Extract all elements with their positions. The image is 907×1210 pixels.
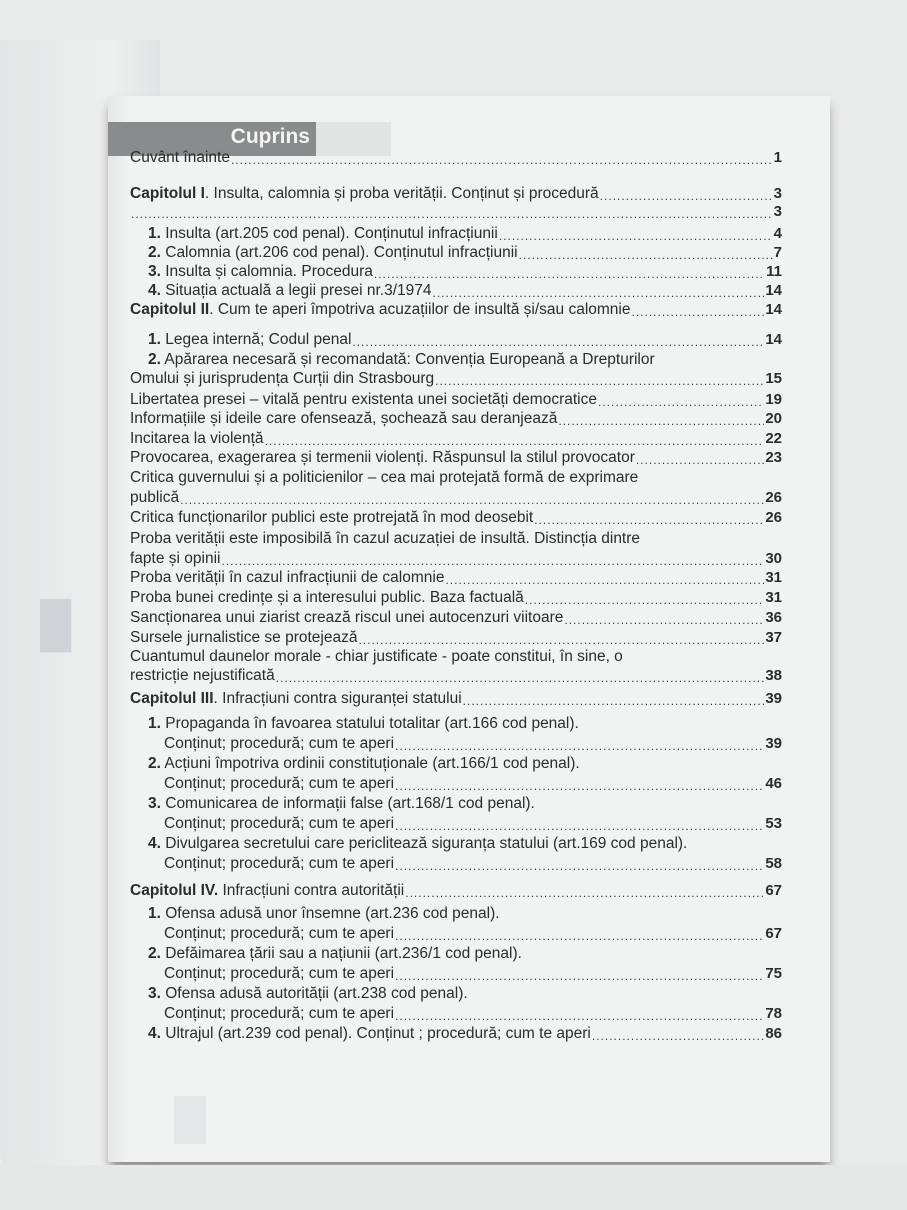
dot-leader [395, 858, 764, 874]
toc-entry-number: Capitolul II [130, 301, 210, 318]
toc-entry[interactable] [130, 300, 782, 320]
toc-entry-title [164, 924, 394, 944]
toc-entry[interactable] [164, 854, 782, 874]
toc-entry-text: Ofensa adusă autorității (art.238 cod penal). [160, 985, 468, 1002]
toc-entry[interactable] [130, 409, 782, 429]
toc-entry-title [148, 794, 535, 814]
toc-page-number: 4 [773, 225, 782, 242]
toc-entry-text: Ofensa adusă unor însemne (art.236 cod penal). [160, 905, 500, 922]
table-of-contents [108, 96, 830, 1162]
toc-entry-title [148, 262, 373, 282]
toc-entry-text: Provocarea, exagerarea și termenii violenți. Răspunsul la stilul provocator [130, 449, 635, 466]
toc-entry-title [164, 734, 394, 754]
toc-entry-title [148, 330, 351, 350]
toc-page-number: 30 [765, 550, 782, 567]
toc-entry-text: Proba verității este imposibilă în cazul acuzației de insultă. Distincția dintre [130, 530, 641, 547]
toc-entry[interactable] [148, 794, 782, 814]
toc-page-number: 20 [765, 410, 782, 427]
toc-entry-number: 1. [148, 905, 161, 922]
dot-leader [131, 206, 773, 222]
toc-entry[interactable] [130, 689, 782, 709]
toc-entry-number: 1. [148, 715, 161, 732]
toc-entry-title [130, 468, 638, 488]
toc-entry-title [148, 1024, 591, 1044]
toc-page-number: 58 [765, 855, 782, 872]
toc-entry[interactable] [130, 588, 782, 608]
toc-page-number: 31 [765, 589, 782, 606]
toc-entry-text: Insulta (art.205 cod penal). Conținutul infracțiunii [160, 225, 498, 242]
dot-leader [395, 778, 764, 794]
toc-entry-text: Libertatea presei – vitală pentru existenta unei societăți democratice [130, 391, 597, 408]
dot-leader [395, 738, 764, 754]
toc-entry[interactable] [130, 666, 782, 686]
toc-entry-title [148, 350, 655, 370]
toc-entry[interactable] [148, 714, 782, 734]
dot-leader [395, 968, 764, 984]
table-surface [0, 1165, 907, 1210]
toc-entry-text: Situația actuală a legii presei nr.3/1974 [160, 282, 432, 299]
toc-entry-text: Informațiile și ideile care ofensează, șochează sau deranjează [130, 410, 558, 427]
toc-entry-title [164, 1004, 394, 1024]
dot-leader [445, 572, 764, 588]
toc-page-number: 86 [765, 1025, 782, 1042]
toc-entry-text: Conținut; procedură; cum te aperi [164, 775, 395, 792]
toc-entry[interactable] [148, 330, 782, 350]
toc-entry-title [148, 904, 500, 924]
toc-entry-number: 1. [148, 225, 161, 242]
toc-page [108, 96, 830, 1162]
toc-entry-title [130, 409, 557, 429]
toc-page-number: 19 [765, 391, 782, 408]
toc-entry[interactable] [148, 224, 782, 244]
toc-entry-text: . Cum te aperi împotriva acuzațiilor de insultă și/sau calomnie [209, 301, 631, 318]
toc-entry-text: Legea internă; Codul penal [160, 331, 352, 348]
toc-entry-title [148, 944, 522, 964]
toc-entry-number: 4. [148, 1025, 161, 1042]
toc-page-number: 14 [765, 301, 782, 318]
toc-entry-text: Divulgarea secretului care periclitează siguranța statului (art.169 cod penal). [160, 835, 688, 852]
toc-entry-text: Propaganda în favoarea statului totalitar (art.166 cod penal). [160, 715, 579, 732]
dot-leader [221, 553, 764, 569]
toc-entry-title [130, 689, 462, 709]
toc-page-number: 26 [765, 489, 782, 506]
toc-page-number: 14 [765, 331, 782, 348]
toc-entry[interactable] [130, 488, 782, 508]
toc-entry-number: Capitolul I [130, 185, 205, 202]
toc-page-number: 67 [765, 882, 782, 899]
toc-entry[interactable] [148, 243, 782, 263]
toc-entry-text: Conținut; procedură; cum te aperi [164, 1005, 395, 1022]
dot-leader [374, 266, 765, 282]
dot-leader [395, 818, 764, 834]
toc-entry-text: Sancționarea unui ziarist crează riscul unei autocenzuri viitoare [130, 609, 564, 626]
toc-entry[interactable] [130, 448, 782, 468]
toc-entry[interactable] [148, 1024, 782, 1044]
toc-entry[interactable] [148, 834, 782, 854]
dot-leader [352, 334, 764, 350]
toc-entry[interactable] [130, 184, 782, 204]
toc-page-number: 37 [765, 629, 782, 646]
toc-entry-text: Apărarea necesară și recomandată: Convenția Europeană a Drepturilor [160, 351, 655, 368]
toc-entry-title [148, 714, 579, 734]
toc-entry-number: 2. [148, 945, 161, 962]
toc-page-number: 38 [765, 667, 782, 684]
toc-entry-title [130, 647, 623, 667]
toc-entry[interactable] [130, 881, 782, 901]
toc-page-number: 53 [765, 815, 782, 832]
toc-entry[interactable] [164, 964, 782, 984]
toc-entry[interactable] [164, 1004, 782, 1024]
toc-entry-text: Conținut; procedură; cum te aperi [164, 925, 395, 942]
dot-leader [519, 247, 773, 263]
toc-entry-title [130, 300, 631, 320]
dot-leader [433, 285, 765, 301]
toc-entry[interactable] [148, 904, 782, 924]
toc-entry-text: Insulta și calomnia. Procedura [160, 263, 373, 280]
dot-leader [636, 452, 764, 468]
toc-entry-number: 3. [148, 985, 161, 1002]
toc-entry-title [130, 184, 599, 204]
toc-entry-number: 4. [148, 835, 161, 852]
toc-entry-text: . Insulta, calomnia și proba verității. Conținut și procedură [204, 185, 599, 202]
dot-leader [558, 413, 764, 429]
toc-entry[interactable] [148, 984, 782, 1004]
toc-entry-title [130, 429, 264, 449]
toc-entry-title [164, 854, 394, 874]
toc-page-number: 1 [773, 149, 782, 166]
toc-entry-number: 4. [148, 282, 161, 299]
toc-entry[interactable] [130, 369, 782, 389]
toc-entry-text: publică [130, 489, 180, 506]
toc-entry-title [130, 148, 230, 168]
toc-entry-number: Capitolul IV. [130, 882, 219, 899]
toc-page-number: 75 [765, 965, 782, 982]
toc-entry[interactable] [164, 814, 782, 834]
toc-entry[interactable] [130, 647, 782, 667]
toc-entry[interactable] [130, 202, 782, 222]
toc-entry-title [130, 666, 275, 686]
toc-entry-title [130, 549, 220, 569]
dot-leader [265, 433, 765, 449]
toc-page-number: 3 [773, 185, 782, 202]
dot-leader [405, 885, 764, 901]
toc-entry-text: Cuvânt înainte [130, 149, 230, 166]
toc-entry-text: Proba bunei credințe și a interesului public. Baza factuală [130, 589, 524, 606]
toc-entry-title [164, 814, 394, 834]
toc-page-number: 67 [765, 925, 782, 942]
toc-entry-text: Proba verității în cazul infracțiunii de calomnie [130, 569, 445, 586]
toc-entry[interactable] [130, 468, 782, 488]
dot-leader [231, 152, 773, 168]
toc-entry[interactable] [148, 754, 782, 774]
toc-entry[interactable] [130, 148, 782, 168]
dot-leader [632, 304, 765, 320]
toc-entry-title [148, 754, 580, 774]
toc-page-number: 26 [765, 509, 782, 526]
toc-entry[interactable] [130, 608, 782, 628]
toc-entry[interactable] [164, 924, 782, 944]
toc-entry-title [130, 488, 179, 508]
dot-leader [598, 394, 764, 410]
toc-entry-title [130, 881, 404, 901]
toc-entry-text: . Infracțiuni contra siguranței statului [213, 690, 462, 707]
page-title: Cuprins [230, 125, 310, 148]
toc-entry-title [130, 568, 444, 588]
toc-entry-text: Ultrajul (art.239 cod penal). Conținut ; procedură; cum te aperi [160, 1025, 591, 1042]
toc-entry-title [164, 774, 394, 794]
toc-entry-text: Calomnia (art.206 cod penal). Conținutul infracțiunii [160, 244, 518, 261]
toc-entry-text: restricție nejustificată [130, 667, 275, 684]
toc-entry-text: fapte și opinii [130, 550, 221, 567]
toc-entry-title [130, 448, 635, 468]
dot-leader [525, 592, 765, 608]
toc-entry[interactable] [148, 281, 782, 301]
toc-entry-title [130, 369, 434, 389]
dot-leader [180, 492, 764, 508]
toc-page-number: 78 [765, 1005, 782, 1022]
toc-page-number: 46 [765, 775, 782, 792]
show-through-text-decoration: █ [40, 600, 72, 649]
toc-entry-text: Acțiuni împotriva ordinii constituționale (art.166/1 cod penal). [160, 755, 580, 772]
toc-entry-number: 1. [148, 331, 161, 348]
toc-entry-number: 3. [148, 263, 161, 280]
toc-page-number: 39 [765, 690, 782, 707]
toc-entry[interactable] [130, 568, 782, 588]
toc-entry-number: 2. [148, 755, 161, 772]
toc-entry-title [148, 984, 468, 1004]
toc-entry-text: Incitarea la violență [130, 430, 264, 447]
toc-entry-text: Defăimarea țării sau a națiunii (art.236/1 cod penal). [160, 945, 522, 962]
toc-entry-text: Comunicarea de informații false (art.168/1 cod penal). [160, 795, 535, 812]
toc-page-number: 39 [765, 735, 782, 752]
toc-entry-title [130, 390, 597, 410]
toc-entry-title [148, 243, 518, 263]
toc-entry-number: 2. [148, 351, 161, 368]
toc-page-number: 14 [765, 282, 782, 299]
toc-entry-text: Conținut; procedură; cum te aperi [164, 855, 395, 872]
toc-entry[interactable] [164, 774, 782, 794]
toc-entry-title [130, 628, 357, 648]
toc-entry-title [148, 281, 432, 301]
toc-entry[interactable] [148, 262, 782, 282]
toc-entry-text: Omului și jurisprudența Curții din Strasbourg [130, 370, 435, 387]
toc-page-number: 11 [766, 263, 782, 280]
toc-entry-title [130, 508, 533, 528]
toc-entry-title [148, 834, 687, 854]
toc-entry-text: Conținut; procedură; cum te aperi [164, 735, 395, 752]
toc-entry-number: 3. [148, 795, 161, 812]
toc-page-number: 3 [773, 203, 782, 220]
toc-entry[interactable] [148, 350, 782, 370]
dot-leader [592, 1028, 764, 1044]
toc-entry-number: Capitolul III [130, 690, 214, 707]
toc-page-number: 23 [765, 449, 782, 466]
toc-entry-title [164, 964, 394, 984]
toc-entry[interactable] [130, 628, 782, 648]
dot-leader [395, 1008, 764, 1024]
toc-page-number: 22 [765, 430, 782, 447]
dot-leader [564, 612, 764, 628]
toc-entry-text: Infracțiuni contra autorității [218, 882, 405, 899]
toc-entry-text: Conținut; procedură; cum te aperi [164, 965, 395, 982]
toc-entry-text: Sursele jurnalistice se protejează [130, 629, 358, 646]
toc-page-number: 15 [765, 370, 782, 387]
toc-page-number: 31 [765, 569, 782, 586]
toc-entry-title [130, 529, 640, 549]
toc-entry-title [130, 588, 524, 608]
toc-entry-text: Critica guvernului și a politicienilor – cea mai protejată formă de exprimare [130, 469, 639, 486]
toc-entry[interactable] [130, 390, 782, 410]
toc-entry[interactable] [148, 944, 782, 964]
dot-leader [463, 693, 765, 709]
dot-leader [435, 373, 764, 389]
page-corner-mark [174, 1096, 206, 1144]
toc-entry-title [130, 608, 563, 628]
toc-entry[interactable] [130, 549, 782, 569]
toc-page-number: 7 [773, 244, 782, 261]
toc-entry-text: Critica funcționarilor publici este protrejată în mod deosebit [130, 509, 534, 526]
toc-entry[interactable] [130, 429, 782, 449]
dot-leader [499, 228, 773, 244]
toc-entry-number: 2. [148, 244, 161, 261]
toc-entry-text: Cuantumul daunelor morale - chiar justificate - poate constitui, în sine, o [130, 648, 623, 665]
toc-entry-text: Conținut; procedură; cum te aperi [164, 815, 395, 832]
toc-entry[interactable] [164, 734, 782, 754]
dot-leader [534, 512, 764, 528]
dot-leader [395, 928, 764, 944]
toc-entry-title [148, 224, 498, 244]
dot-leader [276, 670, 765, 686]
toc-page-number: 36 [765, 609, 782, 626]
toc-entry[interactable] [130, 508, 782, 528]
dot-leader [358, 632, 764, 648]
toc-entry[interactable] [130, 529, 782, 549]
